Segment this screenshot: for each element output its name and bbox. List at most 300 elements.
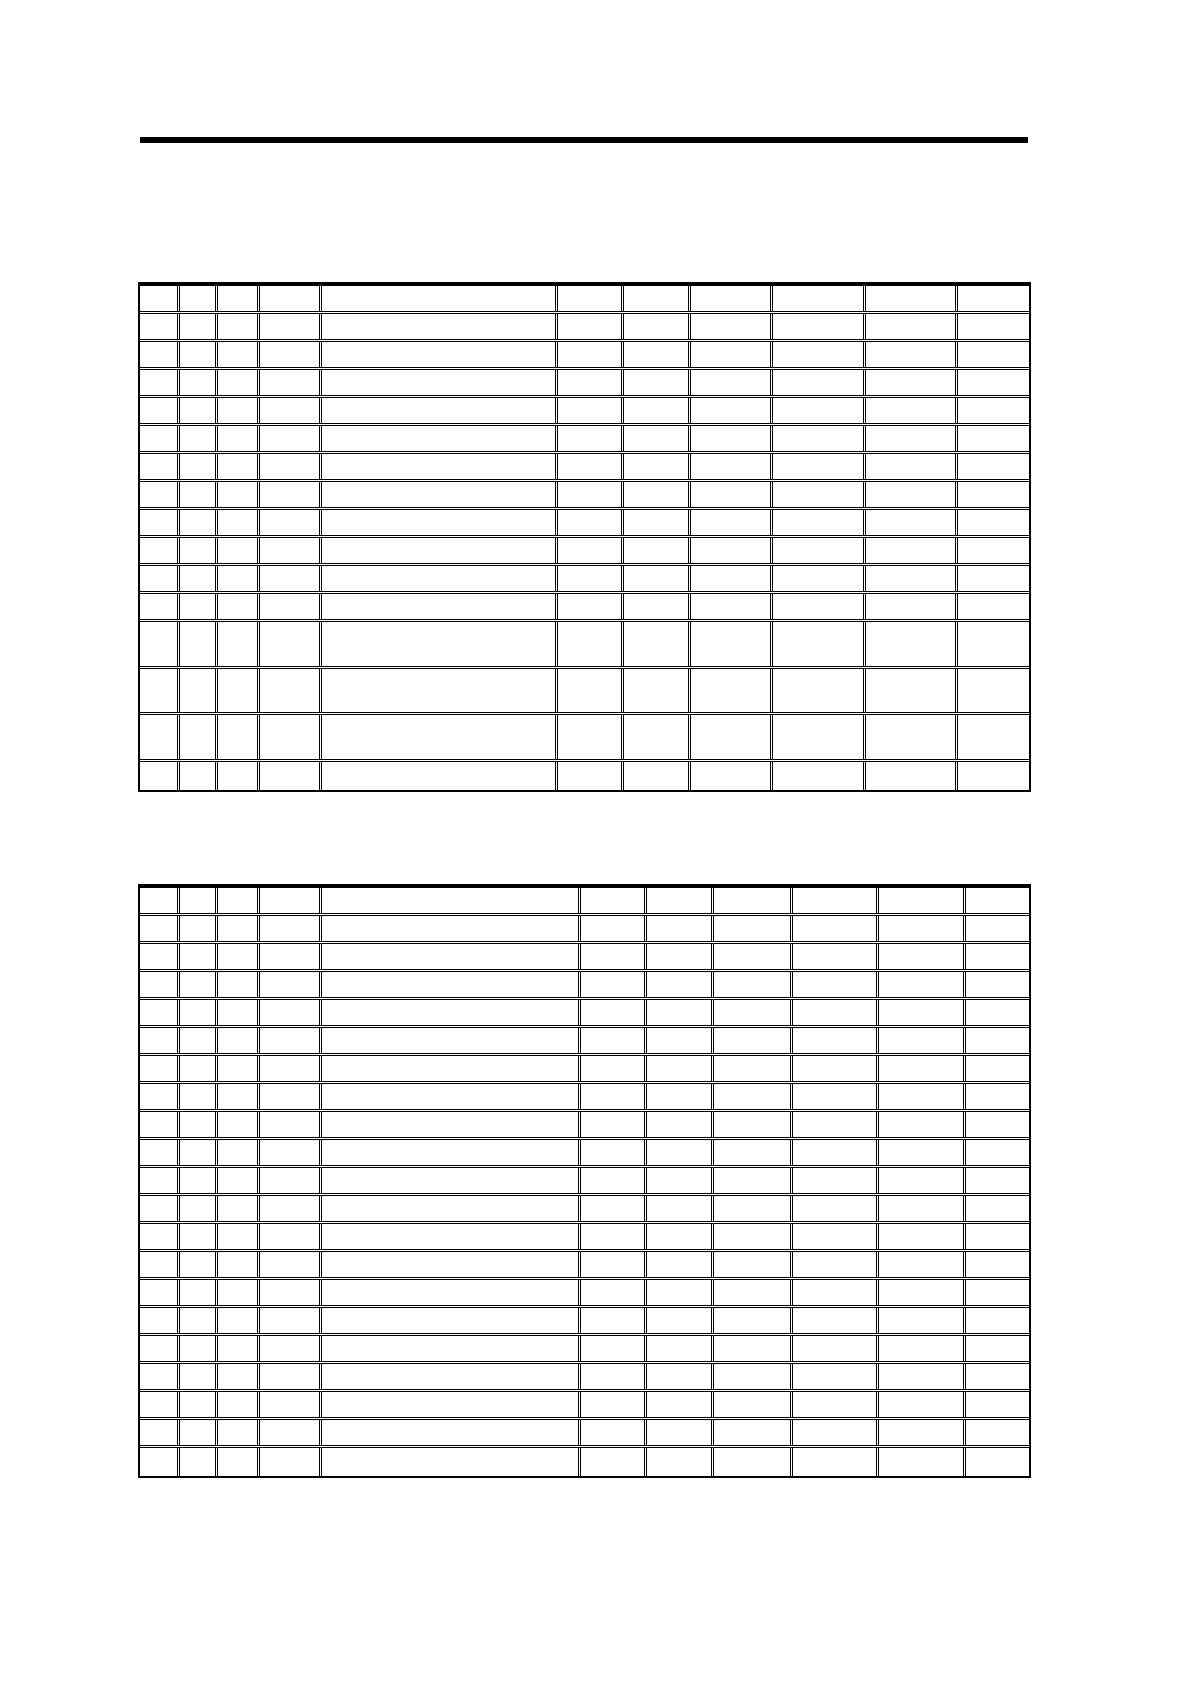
table-cell [773,622,866,666]
table-cell [691,594,773,619]
table-cell [793,1336,879,1361]
table-cell [966,888,1029,913]
table-cell [140,715,180,759]
table-cell [691,715,773,759]
table-cell [180,1448,218,1476]
table-cell [624,715,691,759]
table-cell [966,1168,1029,1193]
table-cell [624,398,691,423]
table-cell [647,1084,714,1109]
table-cell [140,1224,180,1249]
table-cell [180,426,218,451]
table-cell [140,916,180,941]
table-cell [140,1196,180,1221]
table-cell [624,762,691,790]
table-cell [866,594,958,619]
table-cell [180,398,218,423]
table-cell [879,1336,966,1361]
table-cell [180,342,218,367]
table-row [140,1084,1029,1112]
table-cell [773,342,866,367]
table-cell [180,944,218,969]
table-cell [966,1448,1029,1476]
table-cell [793,1448,879,1476]
table-cell [773,482,866,507]
table-cell [581,1280,647,1305]
table-cell [647,1168,714,1193]
table-cell [322,1280,581,1305]
table-cell [140,1000,180,1025]
table-cell [140,314,180,339]
table-cell [958,715,1029,759]
table-cell [866,762,958,790]
table-cell [218,1392,260,1417]
table-cell [958,566,1029,591]
table-cell [773,538,866,563]
table-cell [793,1392,879,1417]
table-cell [260,1252,322,1277]
table-row [140,1280,1029,1308]
table-row [140,1168,1029,1196]
table-cell [647,1000,714,1025]
table-cell [773,510,866,535]
table-cell [879,1168,966,1193]
table-cell [260,286,322,311]
table-cell [218,426,260,451]
table-cell [581,1392,647,1417]
table-cell [180,1224,218,1249]
table-cell [322,538,558,563]
table-cell [793,1084,879,1109]
table-cell [322,1084,581,1109]
table-cell [793,888,879,913]
table-cell [180,1168,218,1193]
table-cell [773,762,866,790]
table-cell [647,1420,714,1445]
table-cell [581,1000,647,1025]
table-row [140,1252,1029,1280]
table-cell [581,916,647,941]
table-cell [322,1392,581,1417]
table-cell [624,482,691,507]
table-cell [180,1112,218,1137]
table-cell [966,1392,1029,1417]
table-cell [260,370,322,395]
table-cell [647,1336,714,1361]
table-cell [140,482,180,507]
table-cell [180,482,218,507]
table-cell [714,1224,793,1249]
table-row [140,715,1029,762]
table-cell [793,1112,879,1137]
table-cell [180,888,218,913]
table-cell [322,454,558,479]
table-cell [624,510,691,535]
table-cell [260,888,322,913]
table-row [140,944,1029,972]
table-cell [647,1392,714,1417]
table-cell [322,972,581,997]
table-cell [218,482,260,507]
table-cell [958,482,1029,507]
table-cell [793,1140,879,1165]
table-cell [958,314,1029,339]
table-cell [581,1308,647,1333]
table-cell [180,510,218,535]
table-cell [260,1112,322,1137]
table-cell [140,398,180,423]
table-cell [218,1364,260,1389]
table-cell [966,1112,1029,1137]
table-cell [218,622,260,666]
table-cell [218,342,260,367]
table-cell [218,286,260,311]
table-cell [140,972,180,997]
table-cell [714,1056,793,1081]
table-cell [218,1224,260,1249]
table-cell [140,888,180,913]
table-cell [714,1112,793,1137]
table-cell [322,286,558,311]
table-cell [260,398,322,423]
table-cell [966,1056,1029,1081]
table-cell [260,510,322,535]
table-cell [322,1448,581,1476]
table-cell [140,762,180,790]
table-cell [180,715,218,759]
table-cell [558,538,624,563]
table-cell [558,482,624,507]
table-cell [879,888,966,913]
table-row [140,669,1029,715]
table-cell [624,622,691,666]
table-cell [180,1084,218,1109]
table-cell [218,370,260,395]
table-cell [879,1280,966,1305]
table-cell [866,715,958,759]
table-cell [558,510,624,535]
table-row [140,594,1029,622]
table-row [140,1112,1029,1140]
table-cell [958,669,1029,712]
table-cell [647,1140,714,1165]
table-cell [260,1084,322,1109]
table-row [140,972,1029,1000]
table-cell [558,594,624,619]
table-cell [180,538,218,563]
table-cell [647,972,714,997]
table-cell [581,1420,647,1445]
table-cell [140,1140,180,1165]
table-cell [180,762,218,790]
table-cell [260,972,322,997]
table-cell [260,594,322,619]
table-cell [180,1056,218,1081]
table-cell [260,1420,322,1445]
table-cell [581,1336,647,1361]
table-cell [793,1168,879,1193]
table-cell [966,1364,1029,1389]
table-cell [218,916,260,941]
table-cell [260,538,322,563]
table-cell [966,1224,1029,1249]
table-cell [691,314,773,339]
table-cell [647,1280,714,1305]
table-cell [322,314,558,339]
table-row [140,916,1029,944]
table-cell [793,1224,879,1249]
table-cell [793,916,879,941]
table-cell [260,916,322,941]
table-cell [260,669,322,712]
table-cell [773,566,866,591]
table-cell [260,1336,322,1361]
table-cell [958,426,1029,451]
table-cell [581,1056,647,1081]
table-cell [140,1420,180,1445]
table-cell [218,566,260,591]
table-cell [218,669,260,712]
table-cell [958,286,1029,311]
table-cell [180,370,218,395]
table-row [140,1308,1029,1336]
table-cell [647,1112,714,1137]
table-cell [773,426,866,451]
table-cell [180,1140,218,1165]
table-cell [180,1000,218,1025]
table-cell [879,1084,966,1109]
table-cell [714,1084,793,1109]
table-cell [260,1000,322,1025]
table-cell [958,454,1029,479]
table-cell [793,1056,879,1081]
table-cell [260,482,322,507]
table-cell [581,944,647,969]
table-cell [140,1252,180,1277]
table-cell [714,1280,793,1305]
table-cell [558,370,624,395]
table-cell [966,1280,1029,1305]
table-cell [793,1364,879,1389]
table-cell [624,426,691,451]
table-cell [793,1196,879,1221]
table-cell [958,370,1029,395]
table-cell [773,370,866,395]
table-cell [260,944,322,969]
table-cell [691,286,773,311]
table-cell [879,1196,966,1221]
table-cell [714,1168,793,1193]
table-cell [322,482,558,507]
table-cell [180,1420,218,1445]
table-cell [714,916,793,941]
table-row [140,1448,1029,1476]
table-cell [581,1364,647,1389]
table-cell [218,1112,260,1137]
table-cell [260,1280,322,1305]
table-cell [647,888,714,913]
table-cell [773,286,866,311]
table-cell [218,1420,260,1445]
table-cell [958,594,1029,619]
table-cell [218,1084,260,1109]
table-cell [218,1280,260,1305]
table-cell [793,944,879,969]
table-cell [140,1056,180,1081]
table-cell [218,1000,260,1025]
table-cell [558,426,624,451]
table-cell [581,1224,647,1249]
table-cell [966,972,1029,997]
table-cell [218,972,260,997]
table-cell [218,944,260,969]
table-cell [322,669,558,712]
table-row [140,1392,1029,1420]
table-cell [218,1252,260,1277]
table-cell [793,1028,879,1053]
table-row [140,1364,1029,1392]
table-2-body [140,888,1029,1476]
table-cell [322,370,558,395]
table-row [140,1000,1029,1028]
table-cell [260,454,322,479]
table-cell [879,1308,966,1333]
table-cell [879,1112,966,1137]
table-cell [958,398,1029,423]
table-cell [647,1364,714,1389]
data-table-2 [138,884,1031,1478]
table-cell [180,1308,218,1333]
table-cell [773,715,866,759]
table-cell [322,1308,581,1333]
table-cell [558,342,624,367]
table-row [140,1056,1029,1084]
table-row [140,370,1029,398]
table-cell [866,538,958,563]
table-cell [180,1196,218,1221]
table-cell [260,314,322,339]
table-cell [180,314,218,339]
table-cell [879,1448,966,1476]
table-cell [714,888,793,913]
table-cell [260,342,322,367]
table-cell [322,1252,581,1277]
table-cell [260,1308,322,1333]
table-cell [866,398,958,423]
table-cell [260,1364,322,1389]
table-cell [322,342,558,367]
table-cell [322,1196,581,1221]
table-cell [691,622,773,666]
table-cell [647,1252,714,1277]
table-row [140,1196,1029,1224]
table-cell [322,426,558,451]
table-row [140,1336,1029,1364]
table-cell [322,1028,581,1053]
table-cell [879,1252,966,1277]
table-cell [322,398,558,423]
table-cell [322,1000,581,1025]
table-cell [647,944,714,969]
table-cell [558,286,624,311]
table-cell [773,398,866,423]
table-cell [879,1420,966,1445]
table-cell [218,1448,260,1476]
table-cell [322,1224,581,1249]
table-cell [140,1448,180,1476]
table-row [140,566,1029,594]
table-row [140,510,1029,538]
table-cell [647,1308,714,1333]
table-cell [140,538,180,563]
table-cell [322,916,581,941]
table-cell [581,1252,647,1277]
table-cell [966,1420,1029,1445]
table-cell [958,762,1029,790]
table-cell [866,314,958,339]
table-cell [260,1392,322,1417]
table-row [140,286,1029,314]
table-cell [558,622,624,666]
table-cell [218,1168,260,1193]
table-cell [218,1140,260,1165]
table-cell [581,1448,647,1476]
table-cell [793,972,879,997]
table-cell [140,370,180,395]
table-cell [140,454,180,479]
table-cell [558,314,624,339]
table-cell [218,888,260,913]
table-row [140,314,1029,342]
table-cell [140,622,180,666]
table-row [140,622,1029,669]
table-cell [773,314,866,339]
table-cell [218,454,260,479]
table-cell [218,762,260,790]
table-cell [140,566,180,591]
table-cell [260,1448,322,1476]
table-cell [866,669,958,712]
table-row [140,454,1029,482]
table-cell [581,1140,647,1165]
table-cell [691,669,773,712]
table-cell [866,342,958,367]
table-cell [714,1000,793,1025]
table-cell [691,370,773,395]
table-cell [581,1168,647,1193]
table-cell [322,510,558,535]
table-cell [958,342,1029,367]
table-cell [140,342,180,367]
table-row [140,888,1029,916]
table-row [140,426,1029,454]
table-cell [140,1280,180,1305]
table-cell [322,594,558,619]
table-cell [180,669,218,712]
table-cell [624,286,691,311]
table-cell [714,1392,793,1417]
table-row [140,762,1029,790]
table-cell [260,622,322,666]
table-cell [647,1056,714,1081]
table-cell [691,398,773,423]
header-rule [140,137,1028,143]
table-row [140,482,1029,510]
table-cell [879,1224,966,1249]
table-cell [691,454,773,479]
table-cell [218,510,260,535]
table-cell [966,944,1029,969]
